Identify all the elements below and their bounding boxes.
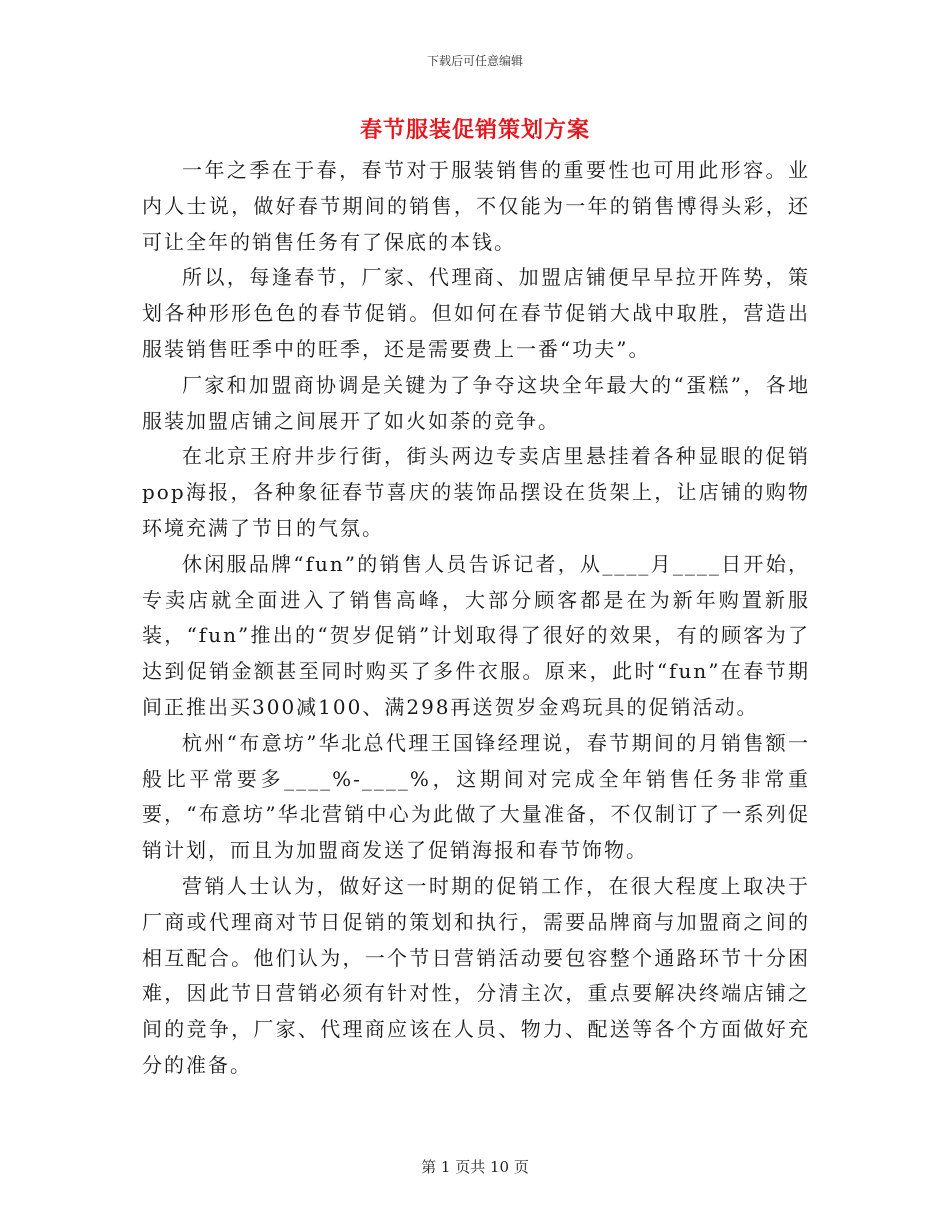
- paragraph-2: 所以，每逢春节，厂家、代理商、加盟店铺便早早拉开阵势，策划各种形形色色的春节促销。但如何在春节促销大战中取胜，营造出服装销售旺季中的旺季，还是需要费上一番“功夫”。: [142, 265, 810, 361]
- document-body: [142, 153, 810, 1084]
- paragraph-4: 在北京王府井步行街，街头两边专卖店里悬挂着各种显眼的促销pop海报，各种象征春节喜庆的装饰品摆设在货架上，让店铺的购物环境充满了节日的气氛。: [142, 444, 810, 540]
- paragraph-5: 休闲服品牌“fun”的销售人员告诉记者，从____月____日开始，专卖店就全面进入了销售高峰，大部分顾客都是在为新年购置新服装，“fun”推出的“贺岁促销”计划取得了很好的效果，有的顾客为了达到促销金额甚至同时购买了多件衣服。原来，此时“fun”在春节期间正推出买300减100、满298再送贺岁金鸡玩具的促销活动。: [142, 551, 810, 719]
- paragraph-3: 厂家和加盟商协调是关键为了争夺这块全年最大的“蛋糕”，各地服装加盟店铺之间展开了如火如荼的竞争。: [142, 372, 810, 433]
- page-number: 第 1 页共 10 页: [421, 1158, 529, 1176]
- paragraph-7: 营销人士认为，做好这一时期的促销工作，在很大程度上取决于厂商或代理商对节日促销的策划和执行，需要品牌商与加盟商之间的相互配合。他们认为，一个节日营销活动要包容整个通路环节十分困难，因此节日营销必须有针对性，分清主次，重点要解决终端店铺之间的竞争，厂家、代理商应该在人员、物力、配送等各个方面做好充分的准备。: [142, 873, 810, 1077]
- document-title: 春节服装促销策划方案: [359, 117, 590, 143]
- paragraph-6: 杭州“布意坊”华北总代理王国锋经理说，春节期间的月销售额一般比平常要多____%-____%，这期间对完成全年销售任务非常重要，“布意坊”华北营销中心为此做了大量准备，不仅制订了一系列促销计划，而且为加盟商发送了促销海报和春节饰物。: [142, 730, 810, 863]
- header-note: 下载后可任意编辑: [426, 54, 523, 68]
- paragraph-1: 一年之季在于春，春节对于服装销售的重要性也可用此形容。业内人士说，做好春节期间的销售，不仅能为一年的销售博得头彩，还可让全年的销售任务有了保底的本钱。: [142, 158, 810, 254]
